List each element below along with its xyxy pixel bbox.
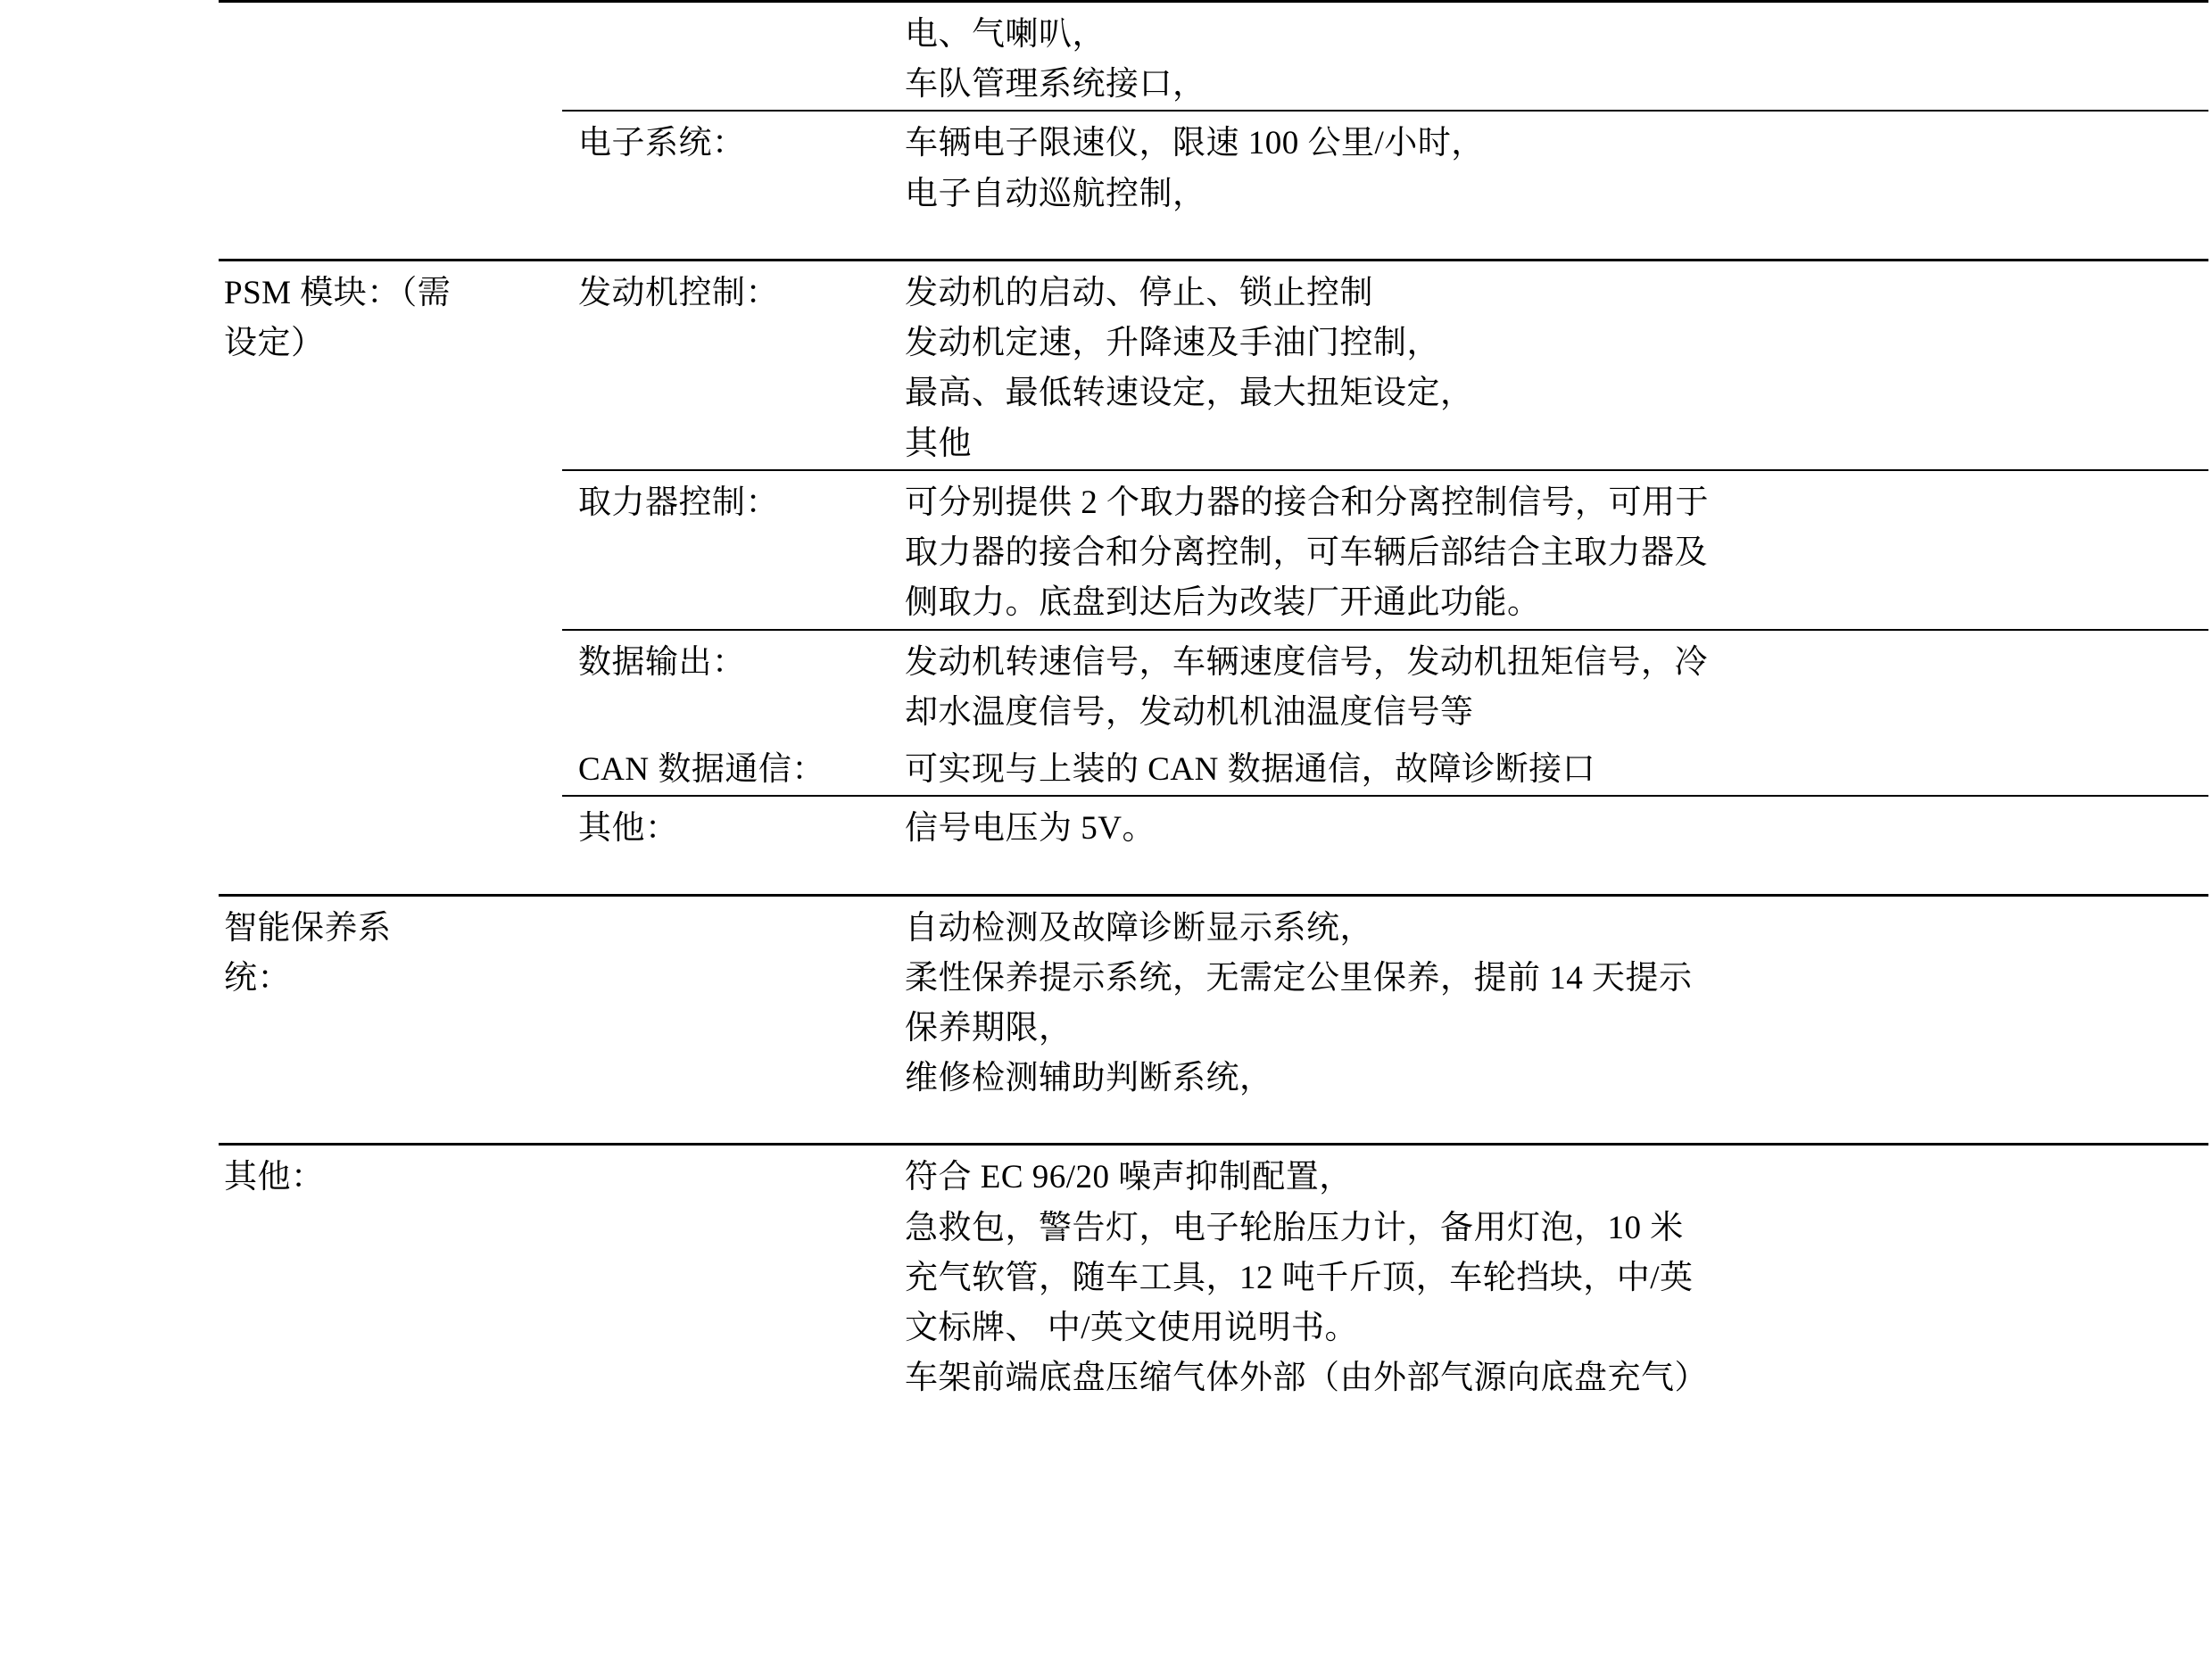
value-cell (892, 895, 2208, 1145)
table-row (219, 895, 2208, 1145)
specification-table (219, 0, 2208, 1404)
value-line: 发动机的启动、停止、锁止控制 (905, 274, 1373, 311)
subcategory-cell (562, 796, 892, 895)
value-line: 自动检测及故障诊断显示系统， (905, 909, 1373, 947)
category-cell-smart-maintenance (219, 895, 562, 1145)
value-cell (892, 1145, 2208, 1404)
value-line: 电子自动巡航控制， (905, 175, 1206, 212)
table-row (219, 1145, 2208, 1404)
category-cell (219, 2, 562, 112)
subcategory-label: 发动机控制： (578, 274, 779, 311)
value-line-with-mark (905, 578, 2208, 628)
subcategory-cell (562, 1145, 892, 1404)
subcategory-label: 取力器控制： (578, 484, 779, 521)
value-line: 可分别提供 2 个取力器的接合和分离控制信号，可用于 (905, 484, 1709, 521)
subcategory-cell (562, 738, 892, 796)
subcategory-cell (562, 260, 892, 469)
subcategory-label: CAN 数据通信： (578, 751, 825, 789)
value-cell (892, 630, 2208, 738)
category-label-line: 其他： (224, 1159, 325, 1196)
category-cell-psm (219, 260, 562, 895)
value-line: 却水温度信号，发动机机油温度信号等 (905, 693, 1474, 731)
value-line: 最高、最低转速设定，最大扭矩设定， (905, 375, 1474, 412)
value-line: 车队管理系统接口， (905, 66, 1206, 103)
table-row (219, 2, 2208, 112)
value-line: 取力器的接合和分离控制，可车辆后部结合主取力器及 (905, 534, 1708, 572)
subcategory-label: 电子系统： (578, 125, 746, 162)
value-line: 充气软管，随车工具，12 吨千斤顶，车轮挡块，中/英 (905, 1259, 1694, 1296)
table-row (219, 111, 2208, 260)
value-line: 可实现与上装的 CAN 数据通信，故障诊断接口 (905, 751, 1596, 789)
subcategory-cell (562, 895, 892, 1145)
value-cell (892, 2, 2208, 112)
value-line-text: 侧取力。底盘到达后为改装厂开通此功能。 (905, 584, 1541, 622)
value-cell (892, 111, 2208, 260)
value-cell (892, 796, 2208, 895)
value-line: 其他 (905, 425, 972, 462)
subcategory-label: 其他： (578, 810, 679, 848)
value-line: 信号电压为 5V。 (905, 810, 1156, 848)
value-cell (892, 738, 2208, 796)
value-line: 车辆电子限速仪，限速 100 公里/小时， (905, 125, 1485, 162)
value-line: 保养期限， (905, 1009, 1073, 1046)
subcategory-label: 数据输出： (578, 643, 746, 681)
value-cell (892, 470, 2208, 630)
subcategory-cell (562, 470, 892, 630)
value-line: 文标牌、 中/英文使用说明书。 (905, 1310, 1359, 1347)
value-line: 维修检测辅助判断系统， (905, 1060, 1273, 1097)
value-cell (892, 260, 2208, 469)
value-line: 符合 EC 96/20 噪声抑制配置， (905, 1159, 1353, 1196)
category-label-line: 智能保养系 (224, 909, 392, 947)
value-line: 电、气喇叭， (905, 16, 1106, 53)
subcategory-cell (562, 630, 892, 738)
value-line: 急救包，警告灯，电子轮胎压力计，备用灯泡，10 米 (905, 1209, 1684, 1246)
value-line: 车架前端底盘压缩气体外部（由外部气源向底盘充气） (905, 1360, 1708, 1397)
value-line: 发动机定速，升降速及手油门控制， (905, 325, 1440, 362)
subcategory-cell (562, 111, 892, 260)
category-cell (219, 111, 562, 260)
category-label-line: PSM 模块：（需 (224, 274, 452, 311)
value-line: 发动机转速信号，车辆速度信号，发动机扭矩信号，冷 (905, 643, 1708, 681)
category-label-line: 设定） (224, 325, 325, 362)
table-row (219, 260, 2208, 469)
value-line: 柔性保养提示系统，无需定公里保养，提前 14 天提示 (905, 959, 1693, 997)
subcategory-cell (562, 2, 892, 112)
category-cell-other (219, 1145, 562, 1404)
category-label-line: 统： (224, 959, 291, 997)
